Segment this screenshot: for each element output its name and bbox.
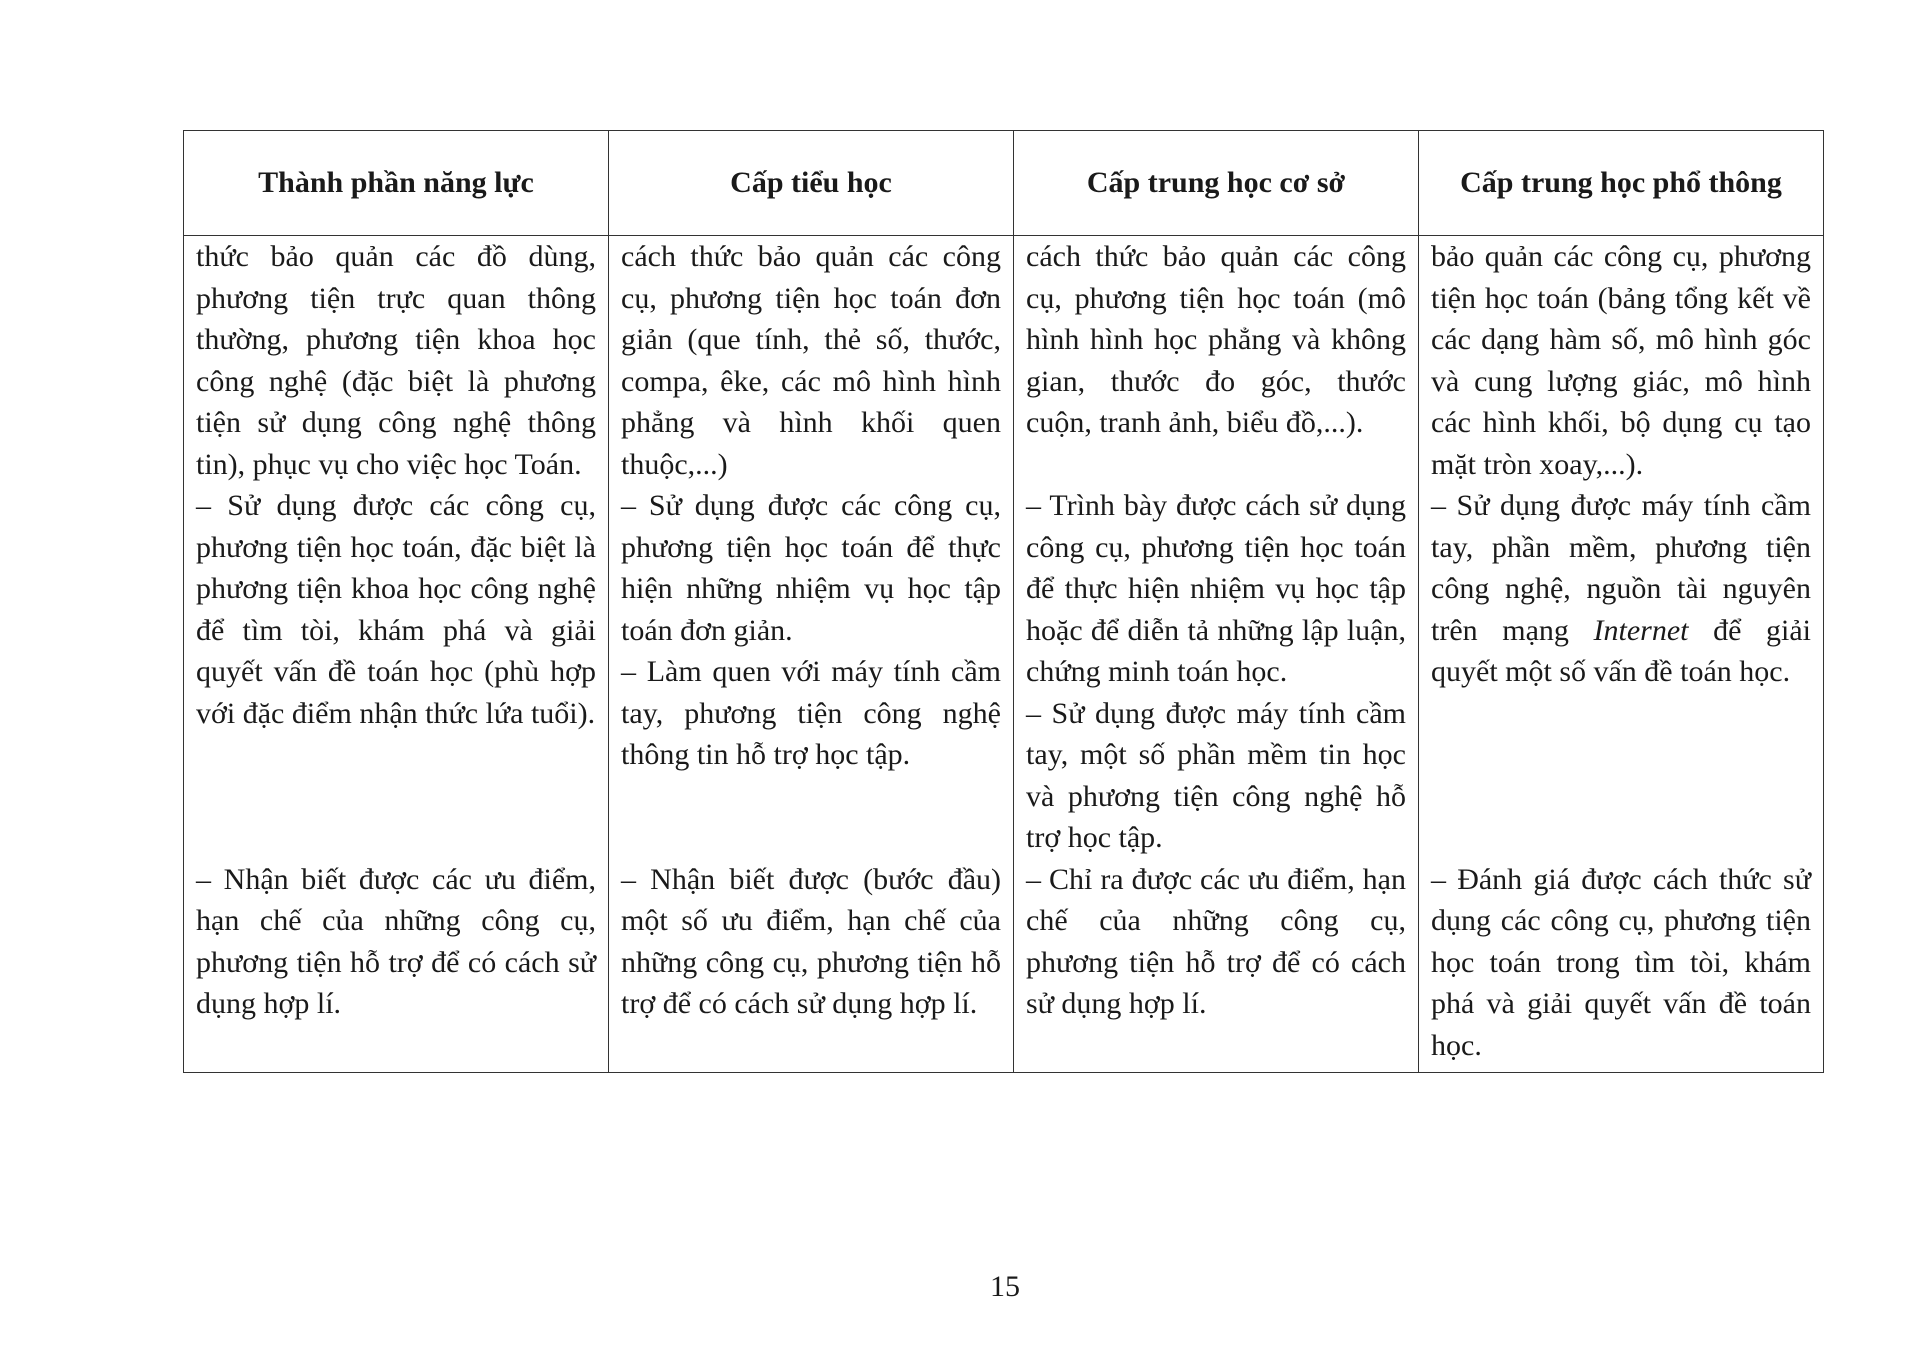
cell-paragraph: cách thức bảo quản các công cụ, phương tiện học toán (mô hình hình học phẳng và không gian, thước đo góc, thước cuộn, tranh ảnh, biểu đồ,...). [1026, 240, 1406, 439]
cell-paragraph: bảo quản các công cụ, phương tiện học toán (bảng tổng kết về các dạng hàm số, mô hình góc và cung lượng giác, mô hình các hình khối, bộ dụng cụ tạo mặt tròn xoay,...). [1431, 240, 1811, 481]
cell-paragraph: – Sử dụng được các công cụ, phương tiện học toán, đặc biệt là phương tiện khoa học công nghệ để tìm tòi, khám phá và giải quyết vấn đề toán học (phù hợp với đặc điểm nhận thức lứa tuổi). [196, 489, 596, 730]
table-cell [1014, 859, 1419, 1073]
internet-term: Internet [1593, 613, 1689, 647]
cell-paragraph: – Nhận biết được (bước đầu) một số ưu điểm, hạn chế của những công cụ, phương tiện hỗ trợ để có cách sử dụng hợp lí. [621, 862, 1001, 1020]
page-number-text: 15 [990, 1270, 1020, 1303]
table-row [184, 236, 1824, 486]
table-cell [1419, 236, 1824, 486]
header-primary-level: Cấp tiểu học [609, 131, 1014, 236]
table-cell [609, 859, 1014, 1073]
competency-table [183, 130, 1824, 1073]
table-cell [1014, 236, 1419, 486]
cell-paragraph: cách thức bảo quản các công cụ, phương tiện học toán đơn giản (que tính, thẻ số, thước, compa, êke, các mô hình hình phẳng và hình khối quen thuộc,...) [621, 240, 1001, 481]
table-cell [609, 236, 1014, 486]
table-cell [1014, 485, 1419, 859]
cell-paragraph: – Trình bày được cách sử dụng công cụ, phương tiện học toán để thực hiện nhiệm vụ học tập hoặc để diễn tả những lập luận, chứng minh toán học. [1026, 489, 1406, 688]
cell-paragraph: – Chỉ ra được các ưu điểm, hạn chế của những công cụ, phương tiện hỗ trợ để có cách sử dụng hợp lí. [1026, 862, 1406, 1020]
cell-paragraph: thức bảo quản các đồ dùng, phương tiện trực quan thông thường, phương tiện khoa học công nghệ (đặc biệt là phương tiện sử dụng công nghệ thông tin), phục vụ cho việc học Toán. [196, 240, 596, 481]
cell-paragraph: – Đánh giá được cách thức sử dụng các công cụ, phương tiện học toán trong tìm tòi, khám phá và giải quyết vấn đề toán học. [1431, 862, 1811, 1062]
cell-text-before: – Sử dụng được máy tính cầm tay, phần mềm, phương tiện công nghệ, nguồn tài nguyên trên mạng [1431, 489, 1811, 647]
page-number [0, 1270, 1920, 1304]
header-lower-secondary-level: Cấp trung học cơ sở [1014, 131, 1419, 236]
table-cell [184, 236, 609, 486]
cell-text-after: để giải quyết một số vấn đề toán học. [1431, 613, 1811, 688]
header-competency-component: Thành phần năng lực [184, 131, 609, 236]
table-cell [609, 485, 1014, 859]
header-upper-secondary-level: Cấp trung học phổ thông [1419, 131, 1824, 236]
table-cell [184, 485, 609, 859]
cell-paragraph: – Làm quen với máy tính cầm tay, phương tiện công nghệ thông tin hỗ trợ học tập. [621, 655, 1001, 771]
table-row [184, 485, 1824, 859]
table-header-row [184, 131, 1824, 236]
cell-paragraph: – Sử dụng được các công cụ, phương tiện học toán để thực hiện những nhiệm vụ học tập toán đơn giản. [621, 489, 1001, 647]
table-cell [184, 859, 609, 1073]
cell-paragraph: – Sử dụng được máy tính cầm tay, một số phần mềm tin học và phương tiện công nghệ hỗ trợ học tập. [1026, 696, 1406, 854]
cell-paragraph: – Nhận biết được các ưu điểm, hạn chế của những công cụ, phương tiện hỗ trợ để có cách sử dụng hợp lí. [196, 862, 596, 1020]
cell-paragraph [1431, 485, 1811, 693]
table-cell [1419, 485, 1824, 859]
table-row [184, 859, 1824, 1073]
table-cell [1419, 859, 1824, 1073]
